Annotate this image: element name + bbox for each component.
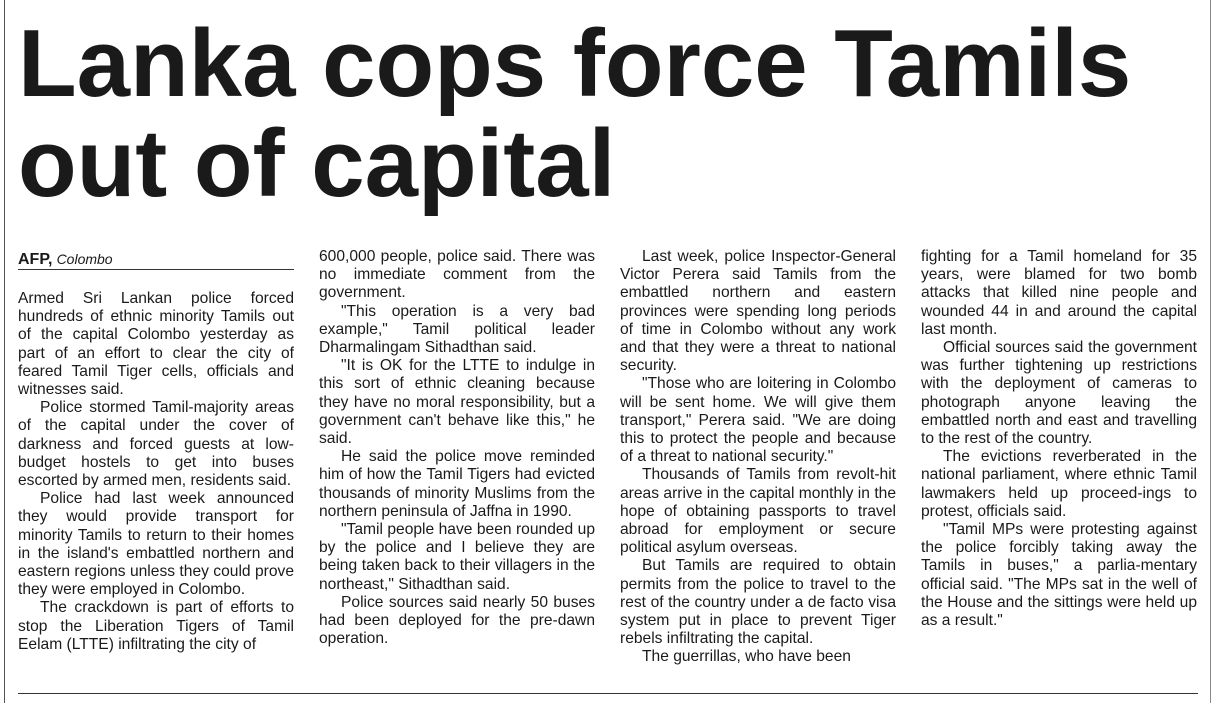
left-column-rule bbox=[4, 0, 5, 703]
paragraph: The evictions reverberated in the national parliament, where ethnic Tamil lawmakers held up proceed-ings to protest, officials said. bbox=[921, 448, 1197, 520]
paragraph: Police sources said nearly 50 buses had been deployed for the pre-dawn operation. bbox=[319, 593, 595, 648]
paragraph: Thousands of Tamils from revolt-hit areas arrive in the capital monthly in the hope of obtaining passports to travel abroad for employment or secure political asylum overseas. bbox=[620, 466, 896, 557]
byline-agency: AFP, bbox=[18, 251, 53, 268]
paragraph: "Those who are loitering in Colombo will be sent home. We will give them transport," Perera said. "We are doing this to protect the people and because of a threat to national security." bbox=[620, 375, 896, 466]
paragraph: The guerrillas, who have been bbox=[642, 648, 851, 666]
article-column-2 bbox=[319, 248, 595, 648]
headline: Lanka cops force Tamils out of capital bbox=[18, 10, 1132, 217]
paragraph: Official sources said the government was further tightening up restrictions with the deployment of cameras to photograph anyone leaving the embattled north and east and travelling to the rest of the country. bbox=[921, 339, 1197, 448]
paragraph: Armed Sri Lankan police forced hundreds of ethnic minority Tamils out of the capital Colombo yesterday as part of an effort to clear the city of feared Tamil Tiger cells, officials and witnesses said. bbox=[18, 290, 294, 399]
paragraph: Police had last week announced they would provide transport for minority Tamils to return to their homes in the island's embattled northern and eastern regions unless they could prove they were employed in Colombo. bbox=[18, 490, 294, 599]
article-column-4 bbox=[921, 248, 1197, 630]
paragraph: He said the police move reminded him of how the Tamil Tigers had evicted thousands of minority Muslims from the northern peninsula of Jaffna in 1990. bbox=[319, 448, 595, 520]
article-column-3 bbox=[620, 248, 896, 667]
paragraph: "This operation is a very bad example," Tamil political leader Dharmalingam Sithadthan said. bbox=[319, 302, 595, 357]
paragraph: "It is OK for the LTTE to indulge in this sort of ethnic cleaning because they have no moral responsibility, but a government can't behave like this," he said. bbox=[319, 357, 595, 448]
bottom-rule bbox=[18, 693, 1198, 694]
paragraph: fighting for a Tamil homeland for 35 years, were blamed for two bomb attacks that killed nine people and wounded 44 in and around the capital last month. bbox=[921, 248, 1197, 338]
paragraph: 600,000 people, police said. There was no immediate comment from the government. bbox=[319, 248, 595, 302]
paragraph: "Tamil people have been rounded up by the police and I believe they are being taken back to their villagers in the northeast," Sithadthan said. bbox=[319, 521, 595, 593]
right-column-rule bbox=[1210, 0, 1211, 703]
paragraph: Last week, police Inspector-General Victor Perera said Tamils from the embattled northern and eastern provinces were spending long periods of time in Colombo without any work and that they were a threat to national security. bbox=[620, 248, 896, 375]
paragraph: But Tamils are required to obtain permits from the police to travel to the rest of the country under a de facto visa system put in place to prevent Tiger rebels infiltrating the capital. bbox=[620, 557, 896, 648]
paragraph: The crackdown is part of efforts to stop the Liberation Tigers of Tamil Eelam (LTTE) infiltrating the city of bbox=[18, 599, 294, 653]
paragraph: "Tamil MPs were protesting against the police forcibly taking away the Tamils in buses," a parlia-mentary official said. "The MPs sat in the well of the House and the sittings were held up as a result." bbox=[921, 521, 1197, 630]
paragraph: Police stormed Tamil-majority areas of the capital under the cover of darkness and forced guests at low-budget hostels to get into buses escorted by armed men, residents said. bbox=[18, 399, 294, 490]
byline bbox=[18, 250, 294, 270]
byline-dateline: Colombo bbox=[56, 251, 113, 267]
article-column-1 bbox=[18, 290, 294, 654]
